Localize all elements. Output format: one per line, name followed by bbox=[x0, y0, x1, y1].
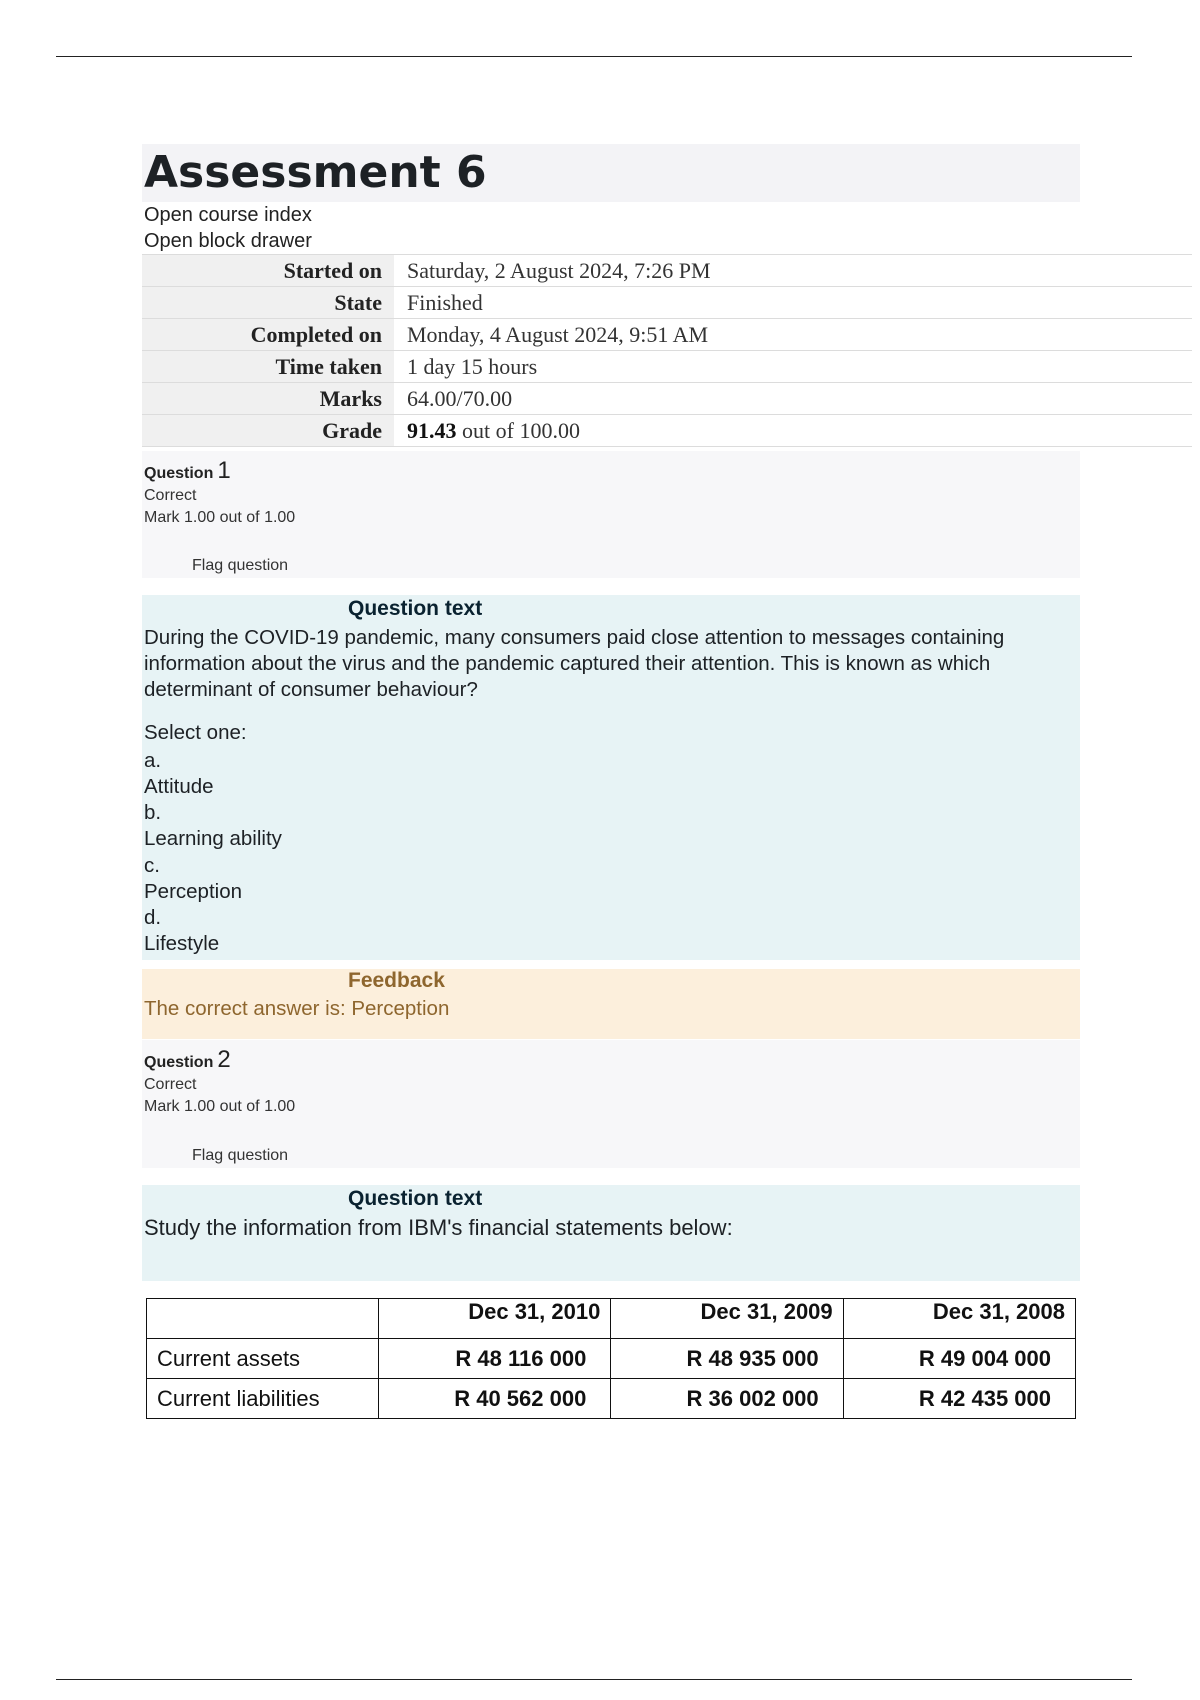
row-label: Current liabilities bbox=[147, 1379, 379, 1419]
flag-question-button[interactable]: Flag question bbox=[192, 557, 289, 574]
ibm-financial-table bbox=[146, 1298, 1076, 1419]
question-prompt: Study the information from IBM's financial statements below: bbox=[144, 1215, 733, 1240]
question-mark: Mark 1.00 out of 1.00 bbox=[144, 509, 296, 526]
summary-row-time-taken bbox=[142, 351, 1192, 383]
table-cell: R 36 002 000 bbox=[611, 1379, 843, 1419]
select-one-label: Select one: bbox=[144, 721, 247, 744]
summary-value: Monday, 4 August 2024, 9:51 AM bbox=[394, 319, 1192, 351]
option-letter-c: c. bbox=[144, 854, 160, 877]
option-d[interactable]: Lifestyle bbox=[144, 932, 220, 955]
open-block-drawer-link[interactable]: Open block drawer bbox=[144, 230, 312, 252]
table-cell: R 48 116 000 bbox=[379, 1339, 611, 1379]
question-info-1 bbox=[142, 451, 1080, 578]
row-label: Current assets bbox=[147, 1339, 379, 1379]
page-title: Assessment 6 bbox=[142, 144, 1080, 202]
summary-label: Completed on bbox=[142, 319, 394, 351]
option-letter-a: a. bbox=[144, 749, 162, 772]
question-label: Question bbox=[144, 465, 214, 482]
summary-value bbox=[394, 415, 1192, 447]
flag-question-button[interactable]: Flag question bbox=[192, 1147, 289, 1164]
option-c[interactable]: Perception bbox=[144, 880, 243, 903]
question-text-1 bbox=[142, 595, 1080, 960]
summary-value: Finished bbox=[394, 287, 1192, 319]
question-text-2 bbox=[142, 1185, 1080, 1281]
summary-label: Marks bbox=[142, 383, 394, 415]
question-info-2 bbox=[142, 1040, 1080, 1168]
bottom-divider bbox=[56, 1679, 1132, 1680]
question-status: Correct bbox=[144, 487, 197, 504]
table-row bbox=[147, 1339, 1076, 1379]
table-header: Dec 31, 2008 bbox=[843, 1299, 1075, 1339]
question-prompt: During the COVID-19 pandemic, many consumers paid close attention to messages containing information about the virus and the pandemic captured their attention. This is known as which determinant of consumer behaviour? bbox=[144, 626, 1005, 701]
feedback-box bbox=[142, 969, 1080, 1039]
open-course-index-link[interactable]: Open course index bbox=[144, 204, 312, 226]
attempt-summary-table bbox=[142, 254, 1192, 447]
question-number bbox=[144, 457, 1080, 485]
table-header: Dec 31, 2010 bbox=[379, 1299, 611, 1339]
table-header-row bbox=[147, 1299, 1076, 1339]
question-text-heading: Question text bbox=[348, 597, 483, 620]
summary-row-started bbox=[142, 255, 1192, 287]
summary-value: 64.00/70.00 bbox=[394, 383, 1192, 415]
option-b[interactable]: Learning ability bbox=[144, 827, 282, 850]
table-cell: R 40 562 000 bbox=[379, 1379, 611, 1419]
summary-label: Started on bbox=[142, 255, 394, 287]
question-number-value: 2 bbox=[217, 1046, 231, 1073]
summary-row-marks bbox=[142, 383, 1192, 415]
table-cell: R 42 435 000 bbox=[843, 1379, 1075, 1419]
question-status: Correct bbox=[144, 1076, 197, 1093]
table-row bbox=[147, 1379, 1076, 1419]
question-label: Question bbox=[144, 1054, 214, 1071]
question-number-value: 1 bbox=[217, 457, 231, 484]
summary-label: State bbox=[142, 287, 394, 319]
table-cell: R 49 004 000 bbox=[843, 1339, 1075, 1379]
grade-out-of: out of 100.00 bbox=[456, 417, 580, 443]
question-number bbox=[144, 1046, 1080, 1074]
summary-row-grade bbox=[142, 415, 1192, 447]
table-cell: R 48 935 000 bbox=[611, 1339, 843, 1379]
table-header: Dec 31, 2009 bbox=[611, 1299, 843, 1339]
feedback-heading: Feedback bbox=[348, 969, 445, 992]
summary-row-state bbox=[142, 287, 1192, 319]
question-text-heading: Question text bbox=[348, 1187, 483, 1210]
summary-value: Saturday, 2 August 2024, 7:26 PM bbox=[394, 255, 1192, 287]
grade-value: 91.43 bbox=[407, 417, 457, 443]
summary-label: Time taken bbox=[142, 351, 394, 383]
question-mark: Mark 1.00 out of 1.00 bbox=[144, 1098, 296, 1115]
option-letter-d: d. bbox=[144, 906, 162, 929]
option-a[interactable]: Attitude bbox=[144, 775, 214, 798]
summary-value: 1 day 15 hours bbox=[394, 351, 1192, 383]
option-letter-b: b. bbox=[144, 801, 162, 824]
summary-label: Grade bbox=[142, 415, 394, 447]
table-header-empty bbox=[147, 1299, 379, 1339]
feedback-correct-answer: The correct answer is: Perception bbox=[144, 997, 450, 1020]
top-divider bbox=[56, 56, 1132, 57]
summary-row-completed bbox=[142, 319, 1192, 351]
